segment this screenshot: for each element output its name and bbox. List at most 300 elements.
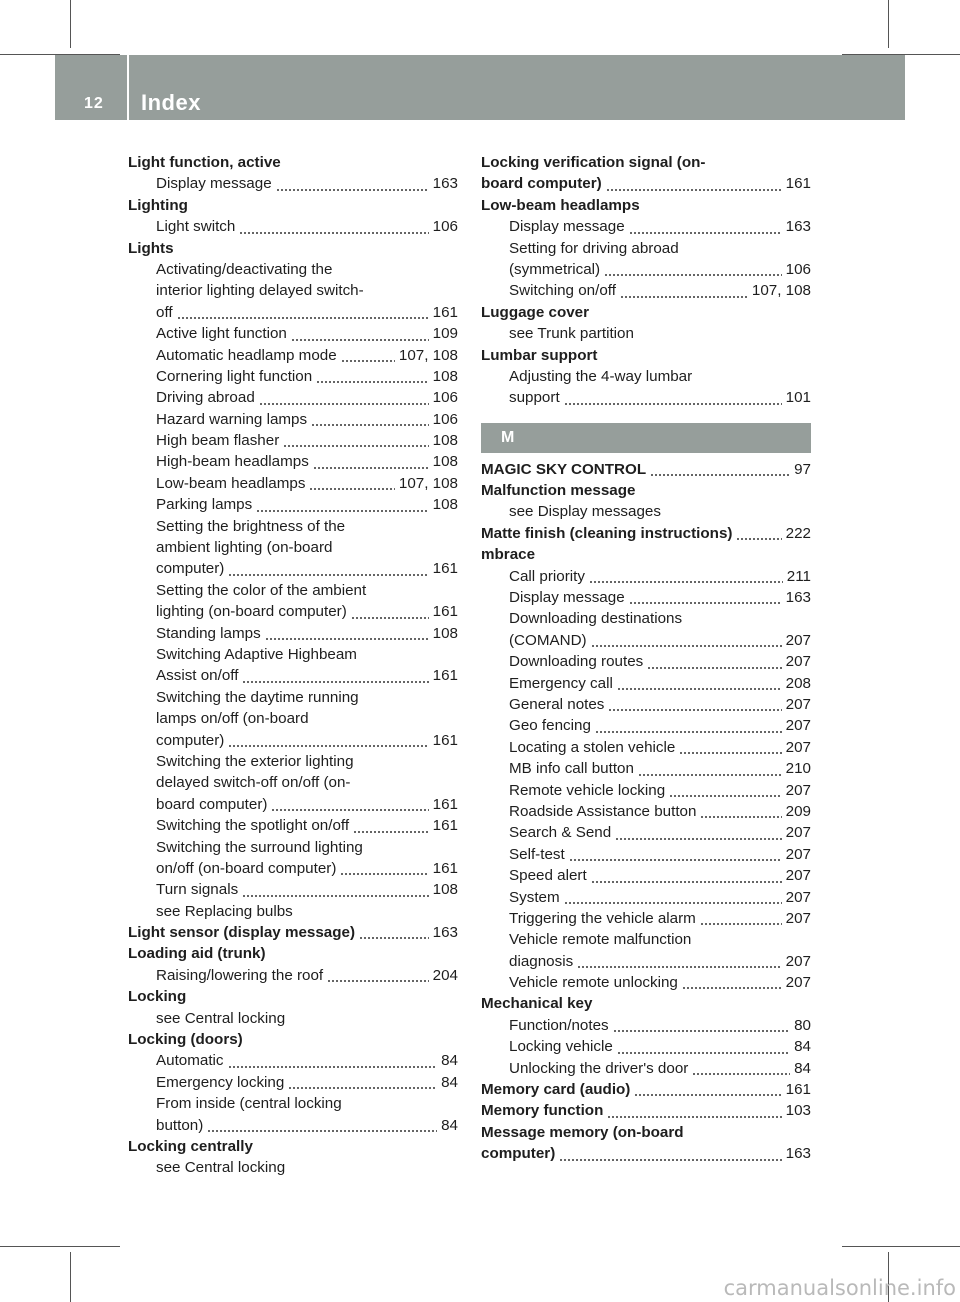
index-subentry [481, 501, 811, 522]
page-reference[interactable]: 108 [430, 494, 458, 515]
page-reference[interactable]: 207 [783, 887, 811, 908]
dot-leader [256, 510, 428, 512]
dot-leader [291, 339, 429, 341]
page-reference[interactable]: 207 [783, 908, 811, 929]
dot-leader [634, 1094, 781, 1096]
dot-leader [682, 987, 782, 989]
index-subentry [128, 494, 458, 515]
index-subentry [128, 451, 458, 472]
entry-label: lighting (on-board computer) [156, 603, 347, 621]
page-reference[interactable]: 163 [430, 922, 458, 943]
page-reference[interactable]: 161 [430, 601, 458, 622]
page-reference[interactable]: 161 [430, 858, 458, 879]
dot-leader [692, 1073, 790, 1075]
crop-mark [70, 0, 71, 48]
index-subentry [481, 844, 811, 865]
index-subentry [128, 430, 458, 451]
page-reference[interactable]: 161 [430, 665, 458, 686]
dot-leader [700, 816, 781, 818]
entry-label: Activating/deactivating the [156, 260, 333, 278]
index-subentry [481, 887, 811, 908]
index-subentry [128, 965, 458, 986]
entry-label: see Display messages [509, 503, 661, 521]
entry-label: General notes [509, 695, 605, 713]
index-entry [128, 152, 458, 173]
page-reference[interactable]: 204 [430, 965, 458, 986]
index-column-left [128, 152, 458, 1179]
entry-label: see Replacing bulbs [156, 902, 293, 920]
dot-leader [259, 403, 429, 405]
dot-leader [638, 774, 782, 776]
index-subentry [128, 173, 458, 194]
dot-leader [613, 1030, 790, 1032]
entry-label: Vehicle remote unlocking [509, 974, 678, 992]
dot-leader [604, 274, 782, 276]
index-subentry [481, 387, 811, 408]
entry-label: interior lighting delayed switch- [156, 282, 364, 300]
index-subentry [481, 694, 811, 715]
entry-label: on/off (on-board computer) [156, 859, 337, 877]
index-subentry [481, 951, 811, 972]
entry-label: Matte finish (cleaning instructions) [481, 524, 733, 542]
index-subentry [128, 644, 458, 665]
entry-label: Low-beam headlamps [156, 474, 306, 492]
dot-leader [341, 360, 395, 362]
entry-label: computer) [156, 731, 225, 749]
index-column-right [481, 152, 811, 1165]
page-reference[interactable]: 108 [430, 623, 458, 644]
index-subentry [481, 216, 811, 237]
entry-label: High-beam headlamps [156, 453, 309, 471]
entry-label: Message memory (on-board [481, 1123, 684, 1141]
entry-label: ambient lighting (on-board [156, 539, 333, 557]
page-reference[interactable]: 161 [783, 1079, 811, 1100]
entry-label: Emergency locking [156, 1073, 285, 1091]
index-subentry [481, 587, 811, 608]
dot-leader [276, 189, 429, 191]
entry-label: computer) [481, 1145, 556, 1163]
entry-label: Display message [509, 589, 625, 607]
index-entry [481, 1143, 811, 1164]
entry-label: From inside (central locking [156, 1095, 342, 1113]
entry-label: Lumbar support [481, 346, 598, 364]
dot-leader [615, 838, 781, 840]
index-entry [128, 238, 458, 259]
index-entry [128, 195, 458, 216]
index-subentry [128, 302, 458, 323]
dot-leader [288, 1087, 437, 1089]
dot-leader [620, 296, 748, 298]
dot-leader [569, 859, 782, 861]
index-subentry [481, 630, 811, 651]
entry-label: see Central locking [156, 1009, 286, 1027]
dot-leader [177, 317, 429, 319]
index-subentry [481, 1058, 811, 1079]
entry-label: Switching the surround lighting [156, 838, 363, 856]
entry-label: board computer) [156, 795, 268, 813]
index-subentry [481, 865, 811, 886]
entry-label: Geo fencing [509, 717, 591, 735]
index-subentry [128, 537, 458, 558]
dot-leader [242, 895, 428, 897]
dot-leader [591, 645, 782, 647]
crop-mark [0, 1246, 120, 1247]
entry-label: Switching the exterior lighting [156, 752, 354, 770]
entry-label: Driving abroad [156, 389, 255, 407]
page-reference[interactable]: 207 [783, 694, 811, 715]
watermark: carmanualsonline.info [723, 1276, 956, 1300]
index-subentry [481, 323, 811, 344]
entry-label: Locating a stolen vehicle [509, 738, 676, 756]
entry-label: Lights [128, 239, 174, 257]
dot-leader [283, 445, 428, 447]
dot-leader [608, 709, 781, 711]
page-reference[interactable]: 210 [783, 758, 811, 779]
entry-label: Locking centrally [128, 1137, 253, 1155]
index-subentry [481, 1015, 811, 1036]
entry-label: System [509, 888, 560, 906]
index-subentry [481, 929, 811, 950]
entry-label: Call priority [509, 567, 585, 585]
page-reference[interactable]: 161 [430, 794, 458, 815]
page-reference[interactable]: 161 [430, 815, 458, 836]
dot-leader [589, 581, 783, 583]
index-subentry [128, 1072, 458, 1093]
entry-label: Light sensor (display message) [128, 924, 356, 942]
index-subentry [481, 566, 811, 587]
index-entry [481, 152, 811, 173]
dot-leader [351, 617, 429, 619]
index-entry [481, 1079, 811, 1100]
page-reference[interactable]: 106 [430, 216, 458, 237]
dot-leader [736, 538, 781, 540]
entry-label: Locking [128, 988, 187, 1006]
index-subentry [128, 345, 458, 366]
entry-label: Setting for driving abroad [509, 239, 679, 257]
page-reference[interactable]: 107, 108 [749, 280, 811, 301]
dot-leader [650, 474, 790, 476]
index-entry [481, 173, 811, 194]
index-subentry [128, 323, 458, 344]
page-reference[interactable]: 97 [791, 459, 811, 480]
page-reference[interactable]: 207 [783, 737, 811, 758]
index-subentry [481, 651, 811, 672]
entry-label: Parking lamps [156, 496, 253, 514]
dot-leader [669, 795, 781, 797]
index-subentry [481, 780, 811, 801]
index-subentry [481, 238, 811, 259]
dot-leader [207, 1130, 437, 1132]
index-subentry [128, 409, 458, 430]
index-subentry [128, 1115, 458, 1136]
page-reference[interactable]: 207 [783, 865, 811, 886]
page-reference[interactable]: 84 [438, 1115, 458, 1136]
index-subentry [481, 801, 811, 822]
index-subentry [481, 608, 811, 629]
page-title: Index [141, 90, 201, 115]
entry-label: Locking verification signal (on- [481, 154, 706, 171]
index-entry [128, 1136, 458, 1157]
index-entry [481, 195, 811, 216]
index-subentry [128, 387, 458, 408]
entry-label: High beam flasher [156, 432, 280, 450]
page-reference[interactable]: 163 [783, 1143, 811, 1164]
page-reference[interactable]: 163 [430, 173, 458, 194]
dot-leader [353, 831, 429, 833]
crop-mark [842, 1246, 960, 1247]
dot-leader [700, 923, 782, 925]
dot-leader [340, 873, 428, 875]
index-subentry [128, 580, 458, 601]
dot-leader [564, 403, 782, 405]
entry-label: Memory card (audio) [481, 1081, 631, 1099]
index-entry [481, 544, 811, 565]
entry-label: support [509, 389, 560, 407]
dot-leader [559, 1159, 781, 1161]
index-subentry [128, 708, 458, 729]
entry-label: Active light function [156, 325, 287, 343]
index-entry [481, 345, 811, 366]
index-subentry [128, 558, 458, 579]
entry-label: Memory function [481, 1102, 604, 1120]
index-subentry [128, 687, 458, 708]
entry-label: Self-test [509, 845, 565, 863]
entry-label: Mechanical key [481, 995, 593, 1013]
page-reference[interactable]: 161 [783, 173, 811, 194]
dot-leader [271, 809, 428, 811]
entry-label: Unlocking the driver's door [509, 1059, 689, 1077]
page-reference[interactable]: 106 [430, 409, 458, 430]
page-reference[interactable]: 207 [783, 972, 811, 993]
entry-label: Turn signals [156, 881, 239, 899]
index-subentry [128, 1157, 458, 1178]
entry-label: Automatic headlamp mode [156, 346, 337, 364]
page-reference[interactable]: 207 [783, 780, 811, 801]
index-entry [481, 480, 811, 501]
entry-label: see Central locking [156, 1159, 286, 1177]
dot-leader [228, 1066, 438, 1068]
entry-label: Display message [509, 218, 625, 236]
page-reference[interactable]: 108 [430, 366, 458, 387]
page-reference[interactable]: 209 [783, 801, 811, 822]
entry-label: Downloading destinations [509, 610, 683, 628]
page-reference[interactable]: 84 [791, 1036, 811, 1057]
entry-label: Setting the color of the ambient [156, 581, 367, 599]
entry-label: Lighting [128, 196, 188, 214]
page-reference[interactable]: 107, 108 [396, 345, 458, 366]
page-reference[interactable]: 103 [783, 1100, 811, 1121]
entry-label: Speed alert [509, 867, 587, 885]
index-subentry [128, 794, 458, 815]
page-reference[interactable]: 207 [783, 651, 811, 672]
dot-leader [316, 381, 428, 383]
index-subentry [128, 366, 458, 387]
index-entry [128, 943, 458, 964]
page-reference[interactable]: 108 [430, 451, 458, 472]
entry-label: Switching the spotlight on/off [156, 817, 350, 835]
entry-label: Automatic [156, 1052, 224, 1070]
page-reference[interactable]: 211 [784, 566, 811, 587]
index-subentry [128, 665, 458, 686]
entry-label: Assist on/off [156, 667, 239, 685]
page-reference[interactable]: 107, 108 [396, 473, 458, 494]
entry-label: Light switch [156, 218, 236, 236]
page-reference[interactable]: 109 [430, 323, 458, 344]
entry-label: computer) [156, 560, 225, 578]
dot-leader [239, 232, 428, 234]
entry-label: Roadside Assistance button [509, 802, 697, 820]
entry-label: Search & Send [509, 824, 612, 842]
page-reference[interactable]: 207 [783, 844, 811, 865]
page-reference[interactable]: 163 [783, 216, 811, 237]
page-reference[interactable]: 208 [783, 673, 811, 694]
index-subentry [481, 737, 811, 758]
entry-label: Cornering light function [156, 367, 313, 385]
entry-label: Standing lamps [156, 624, 261, 642]
index-subentry [128, 259, 458, 280]
entry-label: Raising/lowering the roof [156, 966, 324, 984]
index-subentry [128, 815, 458, 836]
dot-leader [228, 574, 428, 576]
entry-label: Switching Adaptive Highbeam [156, 645, 357, 663]
page-reference[interactable]: 161 [430, 558, 458, 579]
index-entry [481, 1100, 811, 1121]
dot-leader [607, 1116, 781, 1118]
index-subentry [128, 837, 458, 858]
index-subentry [128, 879, 458, 900]
index-subentry [128, 1008, 458, 1029]
entry-label: Malfunction message [481, 482, 636, 500]
page-reference[interactable]: 207 [783, 630, 811, 651]
dot-leader [679, 752, 781, 754]
entry-label: button) [156, 1116, 204, 1134]
index-subentry [481, 715, 811, 736]
page-reference[interactable]: 108 [430, 879, 458, 900]
dot-leader [228, 745, 428, 747]
entry-label: MAGIC SKY CONTROL [481, 460, 647, 478]
index-subentry [128, 516, 458, 537]
entry-label: Remote vehicle locking [509, 781, 666, 799]
entry-label: (symmetrical) [509, 260, 601, 278]
entry-label: Switching on/off [509, 282, 616, 300]
entry-label: (COMAND) [509, 631, 587, 649]
entry-label: diagnosis [509, 952, 574, 970]
index-subentry [128, 751, 458, 772]
dot-leader [577, 966, 781, 968]
entry-label: Function/notes [509, 1016, 609, 1034]
index-subentry [128, 601, 458, 622]
index-subentry [481, 972, 811, 993]
dot-leader [629, 232, 782, 234]
entry-label: Adjusting the 4-way lumbar [509, 367, 693, 385]
index-entry [128, 922, 458, 943]
entry-label: lamps on/off (on-board [156, 710, 309, 728]
crop-mark [70, 1252, 71, 1302]
page-reference[interactable]: 101 [783, 387, 811, 408]
index-subentry [481, 1036, 811, 1057]
entry-label: Luggage cover [481, 303, 590, 321]
page-reference[interactable]: 84 [438, 1050, 458, 1071]
dot-leader [327, 980, 429, 982]
page-reference[interactable]: 207 [783, 951, 811, 972]
dot-leader [629, 602, 782, 604]
entry-label: board computer) [481, 175, 602, 193]
index-entry [128, 986, 458, 1007]
page-reference[interactable]: 161 [430, 730, 458, 751]
entry-label: delayed switch-off on/off (on- [156, 774, 351, 792]
page-number: 12 [84, 95, 104, 112]
entry-label: Display message [156, 175, 272, 193]
entry-label: off [156, 303, 173, 321]
page-reference[interactable]: 108 [430, 430, 458, 451]
index-subentry [128, 623, 458, 644]
entry-label: Loading aid (trunk) [128, 945, 266, 963]
page-reference[interactable]: 80 [791, 1015, 811, 1036]
page-reference[interactable]: 84 [791, 1058, 811, 1079]
dot-leader [311, 424, 429, 426]
index-entry [481, 459, 811, 480]
dot-leader [313, 467, 429, 469]
entry-label: Hazard warning lamps [156, 410, 308, 428]
entry-label: Light function, active [128, 154, 281, 171]
index-subentry [128, 473, 458, 494]
dot-leader [647, 667, 781, 669]
page-reference[interactable]: 84 [438, 1072, 458, 1093]
dot-leader [606, 189, 782, 191]
page-reference[interactable]: 207 [783, 822, 811, 843]
index-subentry [481, 758, 811, 779]
entry-label: Switching the daytime running [156, 688, 359, 706]
page-reference[interactable]: 106 [783, 259, 811, 280]
dot-leader [309, 488, 394, 490]
dot-leader [242, 681, 428, 683]
index-entry [128, 1029, 458, 1050]
page-reference[interactable]: 222 [783, 523, 811, 544]
dot-leader [595, 731, 782, 733]
index-subentry [128, 280, 458, 301]
index-entry [481, 1122, 811, 1143]
dot-leader [617, 688, 782, 690]
index-subentry [481, 673, 811, 694]
entry-label: see Trunk partition [509, 325, 634, 343]
index-subentry [128, 216, 458, 237]
page-reference[interactable]: 207 [783, 715, 811, 736]
index-subentry [481, 280, 811, 301]
index-subentry [128, 858, 458, 879]
index-subentry [128, 772, 458, 793]
index-subentry [128, 1093, 458, 1114]
page-reference[interactable]: 163 [783, 587, 811, 608]
page-reference[interactable]: 106 [430, 387, 458, 408]
dot-leader [265, 638, 429, 640]
section-heading: M [481, 423, 811, 453]
index-entry [481, 523, 811, 544]
index-entry [481, 302, 811, 323]
dot-leader [359, 937, 429, 939]
index-subentry [481, 366, 811, 387]
dot-leader [564, 902, 782, 904]
index-subentry [128, 901, 458, 922]
index-subentry [481, 259, 811, 280]
entry-label: Locking (doors) [128, 1031, 243, 1049]
page-reference[interactable]: 161 [430, 302, 458, 323]
index-entry [481, 993, 811, 1014]
dot-leader [617, 1052, 790, 1054]
header-divider [127, 55, 129, 120]
index-subentry [128, 1050, 458, 1071]
index-subentry [481, 908, 811, 929]
entry-label: Vehicle remote malfunction [509, 931, 692, 949]
